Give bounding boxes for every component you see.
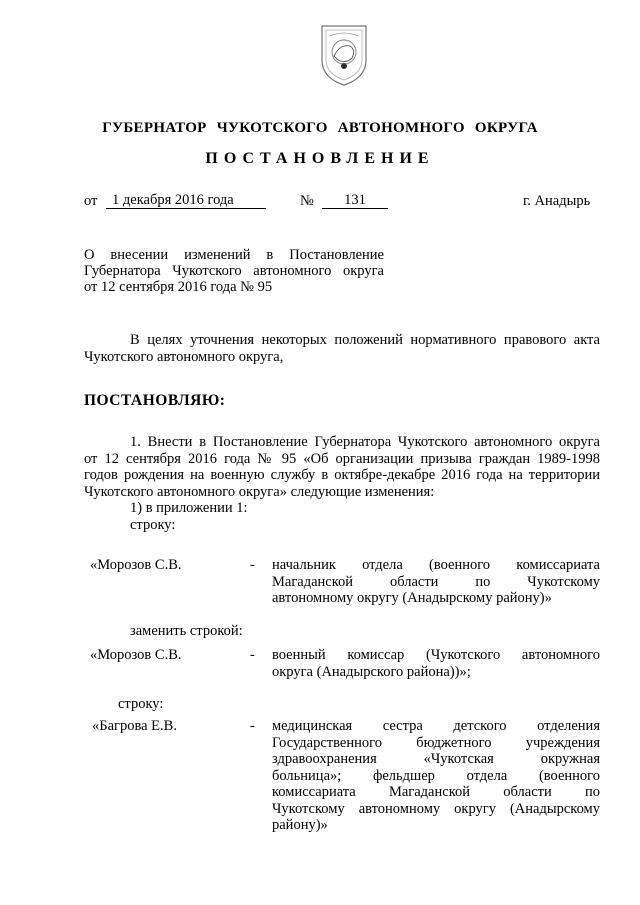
row-desc-line: автономному округу (Анадырскому району)» [272, 590, 552, 606]
line-label: строку: [130, 516, 176, 533]
from-label: от [84, 193, 98, 209]
row-description [272, 647, 600, 680]
row-name: «Морозов С.В. [90, 647, 182, 663]
decree-body [84, 434, 600, 533]
row-desc-line: Чукотскому автономному округу (Анадырскому [272, 800, 600, 817]
row-desc-line: военный комиссар (Чукотского автономного [272, 647, 600, 663]
row-description [272, 557, 600, 607]
body-line: годов рождения на военную службу в октябре-декабре 2016 года на территории [84, 467, 600, 483]
row-desc-line: Магаданской области по Чукотскому [272, 573, 600, 590]
row-name: «Морозов С.В. [90, 557, 182, 573]
preamble-line: Чукотского автономного округа, [84, 349, 284, 365]
org-title: ГУБЕРНАТОР ЧУКОТСКОГО АВТОНОМНОГО ОКРУГА [102, 120, 538, 136]
row-description [272, 718, 600, 834]
preamble [84, 332, 600, 366]
subject-line: О внесении изменений в Постановление [84, 247, 384, 263]
replace-label: заменить строкой: [130, 623, 243, 639]
sub-item: 1) в приложении 1: [130, 500, 248, 516]
decree-heading: ПОСТАНОВЛЯЮ: [84, 392, 226, 409]
subject-line: от 12 сентября 2016 года № 95 [84, 279, 273, 295]
row-desc-line: медицинская сестра детского отделения [272, 718, 600, 734]
row-desc-line: Государственного бюджетного учреждения [272, 734, 600, 751]
row-desc-line: комиссариата Магаданской области по [272, 784, 600, 800]
row-desc-line: району)» [272, 817, 328, 833]
row-desc-line: здравоохранения «Чукотская окружная [272, 751, 600, 767]
row-name: «Багрова Е.В. [92, 718, 177, 734]
row-dash: - [250, 557, 255, 573]
document-date: 1 декабря 2016 года [106, 193, 266, 209]
body-line: 1. Внести в Постановление Губернатора Чукотского автономного округа [130, 434, 600, 450]
line-label: строку: [118, 696, 164, 712]
doc-type-title: ПОСТАНОВЛЕНИЕ [205, 150, 435, 167]
document-subject [84, 247, 384, 295]
row-desc-line: начальник отдела (военного комиссариата [272, 557, 600, 573]
document-number: 131 [322, 193, 388, 209]
preamble-line: В целях уточнения некоторых положений нормативного правового акта [130, 332, 600, 348]
number-label: № [300, 193, 314, 209]
subject-line: Губернатора Чукотского автономного округа [84, 263, 384, 279]
row-desc-line: округа (Анадырского района))»; [272, 663, 471, 680]
document-city: г. Анадырь [523, 193, 591, 209]
row-desc-line: больница»; фельдшер отдела (военного [272, 767, 600, 784]
body-line: Чукотского автономного округа» следующие изменения: [84, 483, 435, 500]
row-dash: - [250, 718, 255, 734]
document-meta [84, 193, 600, 213]
coat-of-arms-icon [316, 22, 372, 88]
body-line: от 12 сентября 2016 года № 95 «Об организации призыва граждан 1989-1998 [84, 450, 600, 467]
row-dash: - [250, 647, 255, 663]
